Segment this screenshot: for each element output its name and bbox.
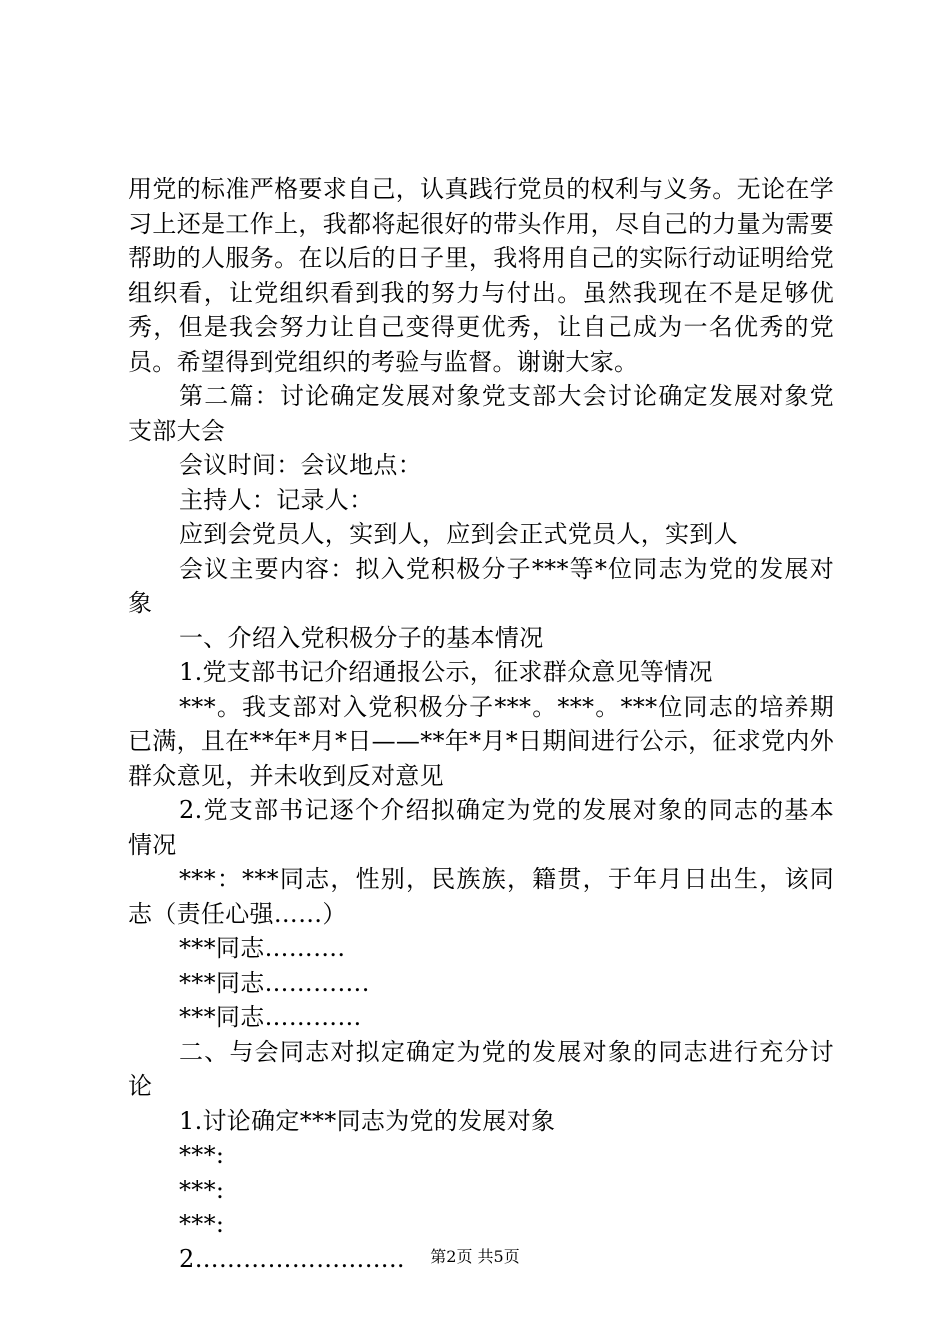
attendance-line: 应到会党员人，实到人，应到会正式党员人，实到人 (179, 520, 738, 548)
subheading-one: 一、介绍入党积极分子的基本情况 (179, 623, 544, 652)
list-item: ***同志…………. (179, 968, 370, 997)
list-item: ***: (179, 1175, 225, 1204)
meeting-time-line: 会议时间：会议地点： (179, 451, 422, 479)
list-item: ***：***同志，性别，民族族，籍贯，于年月日出生，该同志（责任心强……） (128, 865, 834, 928)
meeting-content-line: 会议主要内容：拟入党积极分子***等*位同志为党的发展对象 (128, 554, 834, 617)
list-item: ***。我支部对入党积极分子***。***。***位同志的培养期已满，且在**年*月*日——**年*月*日期间进行公示，征求党内外群众意见，并未收到反对意见 (128, 692, 834, 790)
list-item: ***同志………… (179, 1003, 362, 1031)
subheading-two: 二、与会同志对拟定确定为党的发展对象的同志进行充分讨论 (128, 1037, 834, 1100)
list-item: 1.党支部书记介绍通报公示，征求群众意见等情况 (179, 658, 713, 686)
host-recorder-line: 主持人：记录人： (179, 485, 374, 514)
document-body (128, 172, 834, 1276)
list-item: 1.讨论确定***同志为党的发展对象 (179, 1106, 556, 1135)
list-item: ***同志………. (179, 934, 346, 962)
section-heading: 第二篇：讨论确定发展对象党支部大会讨论确定发展对象党支部大会 (128, 382, 834, 445)
list-item: 2.党支部书记逐个介绍拟确定为党的发展对象的同志的基本情况 (128, 796, 834, 859)
list-item: ***: (179, 1210, 225, 1238)
paragraph-continuation: 用党的标准严格要求自己，认真践行党员的权利与义务。无论在学习上还是工作上，我都将起很好的带头作用，尽自己的力量为需要帮助的人服务。在以后的日子里，我将用自己的实际行动证明给党组织看，让党组织看到我的努力与付出。虽然我现在不是足够优秀，但是我会努力让自己变得更优秀，让自己成为一名优秀的党员。希望得到党组织的考验与监督。谢谢大家。 (128, 175, 834, 376)
list-item: ***: (179, 1141, 225, 1169)
page-footer: 第2页 共5页 (430, 1247, 520, 1266)
list-item: 2…………………….. (179, 1244, 405, 1273)
